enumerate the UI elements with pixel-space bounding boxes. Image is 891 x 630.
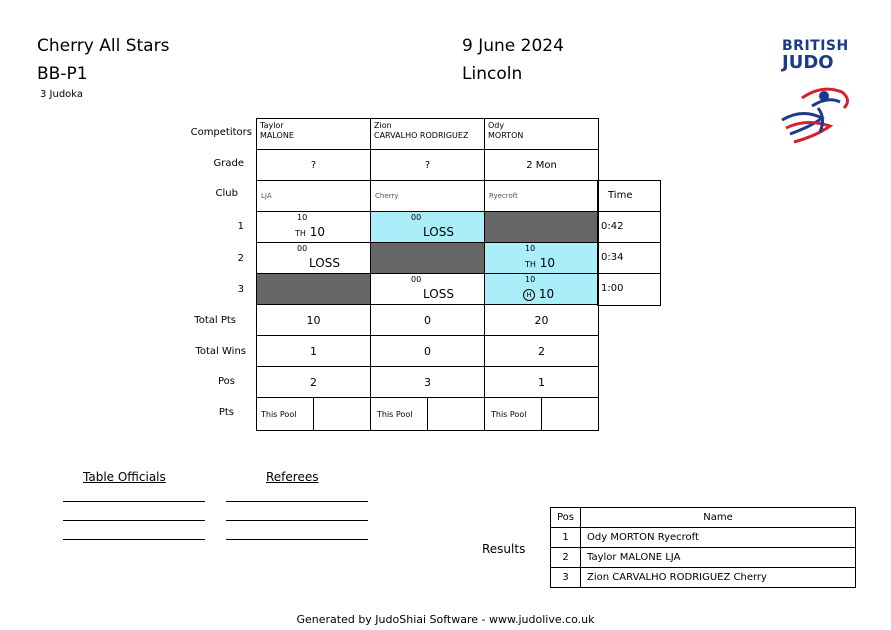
referee-line-1 bbox=[226, 501, 368, 502]
label-competitors: Competitors bbox=[190, 127, 252, 138]
label-total-pts: Total Pts bbox=[194, 315, 236, 326]
competitor-1-cell: Taylor MALONE bbox=[257, 119, 371, 150]
official-line-1 bbox=[63, 501, 205, 502]
match-r2-c3: 10 TH 10 bbox=[485, 243, 599, 274]
label-row-1: 1 bbox=[237, 221, 244, 232]
event-location: Lincoln bbox=[462, 64, 523, 84]
pts-this-pool-3: This Pool bbox=[485, 398, 542, 431]
results-header-name: Name bbox=[581, 508, 856, 528]
table-officials-heading: Table Officials bbox=[83, 470, 166, 484]
time-header: Time bbox=[598, 181, 661, 212]
grade-2: ? bbox=[371, 150, 485, 181]
results-header-row bbox=[551, 508, 856, 528]
competitor-3-cell: Ody MORTON bbox=[485, 119, 599, 150]
judoka-count: 3 Judoka bbox=[40, 89, 84, 100]
referee-line-2 bbox=[226, 520, 368, 521]
match-r1-c3-blocked bbox=[485, 212, 599, 243]
label-pts: Pts bbox=[218, 407, 234, 418]
total-pts-3: 20 bbox=[485, 305, 599, 336]
match-r3-c3: 10 H 10 bbox=[485, 274, 599, 305]
pos-3: 1 bbox=[485, 367, 599, 398]
category-name: BB-P1 bbox=[37, 64, 88, 84]
total-wins-3: 2 bbox=[485, 336, 599, 367]
pts-this-pool-2: This Pool bbox=[371, 398, 428, 431]
club-3: Ryecroft bbox=[485, 181, 599, 212]
total-wins-2: 0 bbox=[371, 336, 485, 367]
total-wins-1: 1 bbox=[257, 336, 371, 367]
pts-this-pool-1: This Pool bbox=[257, 398, 314, 431]
official-line-2 bbox=[63, 520, 205, 521]
pos-1: 2 bbox=[257, 367, 371, 398]
results-row: 3 Zion CARVALHO RODRIGUEZ Cherry bbox=[551, 568, 856, 588]
label-row-3: 3 bbox=[237, 284, 244, 295]
label-club: Club bbox=[215, 188, 238, 199]
grade-1: ? bbox=[257, 150, 371, 181]
results-table bbox=[550, 507, 856, 588]
time-r1: 0:42 bbox=[598, 212, 661, 243]
label-pos: Pos bbox=[217, 376, 235, 387]
referee-line-3 bbox=[226, 539, 368, 540]
total-pts-1: 10 bbox=[257, 305, 371, 336]
label-row-2: 2 bbox=[237, 253, 244, 264]
event-date: 9 June 2024 bbox=[462, 36, 564, 56]
grade-3: 2 Mon bbox=[485, 150, 599, 181]
pos-2: 3 bbox=[371, 367, 485, 398]
match-r1-c1: 10 TH 10 bbox=[257, 212, 371, 243]
tournament-name: Cherry All Stars bbox=[37, 36, 170, 56]
pts-value-2 bbox=[428, 398, 485, 431]
referees-heading: Referees bbox=[266, 470, 319, 484]
results-header-pos: Pos bbox=[551, 508, 581, 528]
judo-figure-icon bbox=[772, 78, 856, 144]
match-r1-c2: 00 LOSS bbox=[371, 212, 485, 243]
match-r3-c1-blocked bbox=[257, 274, 371, 305]
total-pts-2: 0 bbox=[371, 305, 485, 336]
results-row: 1 Ody MORTON Ryecroft bbox=[551, 528, 856, 548]
footer-credit: Generated by JudoShiai Software - www.judolive.co.uk bbox=[296, 613, 595, 626]
time-column bbox=[597, 180, 661, 306]
match-r2-c1: 00 LOSS bbox=[257, 243, 371, 274]
club-1: LJA bbox=[257, 181, 371, 212]
results-label: Results bbox=[482, 542, 526, 556]
results-row: 2 Taylor MALONE LJA bbox=[551, 548, 856, 568]
time-r2: 0:34 bbox=[598, 243, 661, 274]
official-line-3 bbox=[63, 539, 205, 540]
british-judo-logo: BRITISH JUDO bbox=[772, 38, 856, 146]
pts-value-3 bbox=[542, 398, 599, 431]
hansoku-circle-icon: H bbox=[523, 289, 535, 301]
time-r3: 1:00 bbox=[598, 274, 661, 306]
club-2: Cherry bbox=[371, 181, 485, 212]
label-total-wins: Total Wins bbox=[195, 346, 246, 357]
label-grade: Grade bbox=[213, 158, 244, 169]
pts-value-1 bbox=[314, 398, 371, 431]
match-r3-c2: 00 LOSS bbox=[371, 274, 485, 305]
pool-grid bbox=[256, 118, 599, 431]
match-r2-c2-blocked bbox=[371, 243, 485, 274]
competitor-2-cell: Zion CARVALHO RODRIGUEZ bbox=[371, 119, 485, 150]
